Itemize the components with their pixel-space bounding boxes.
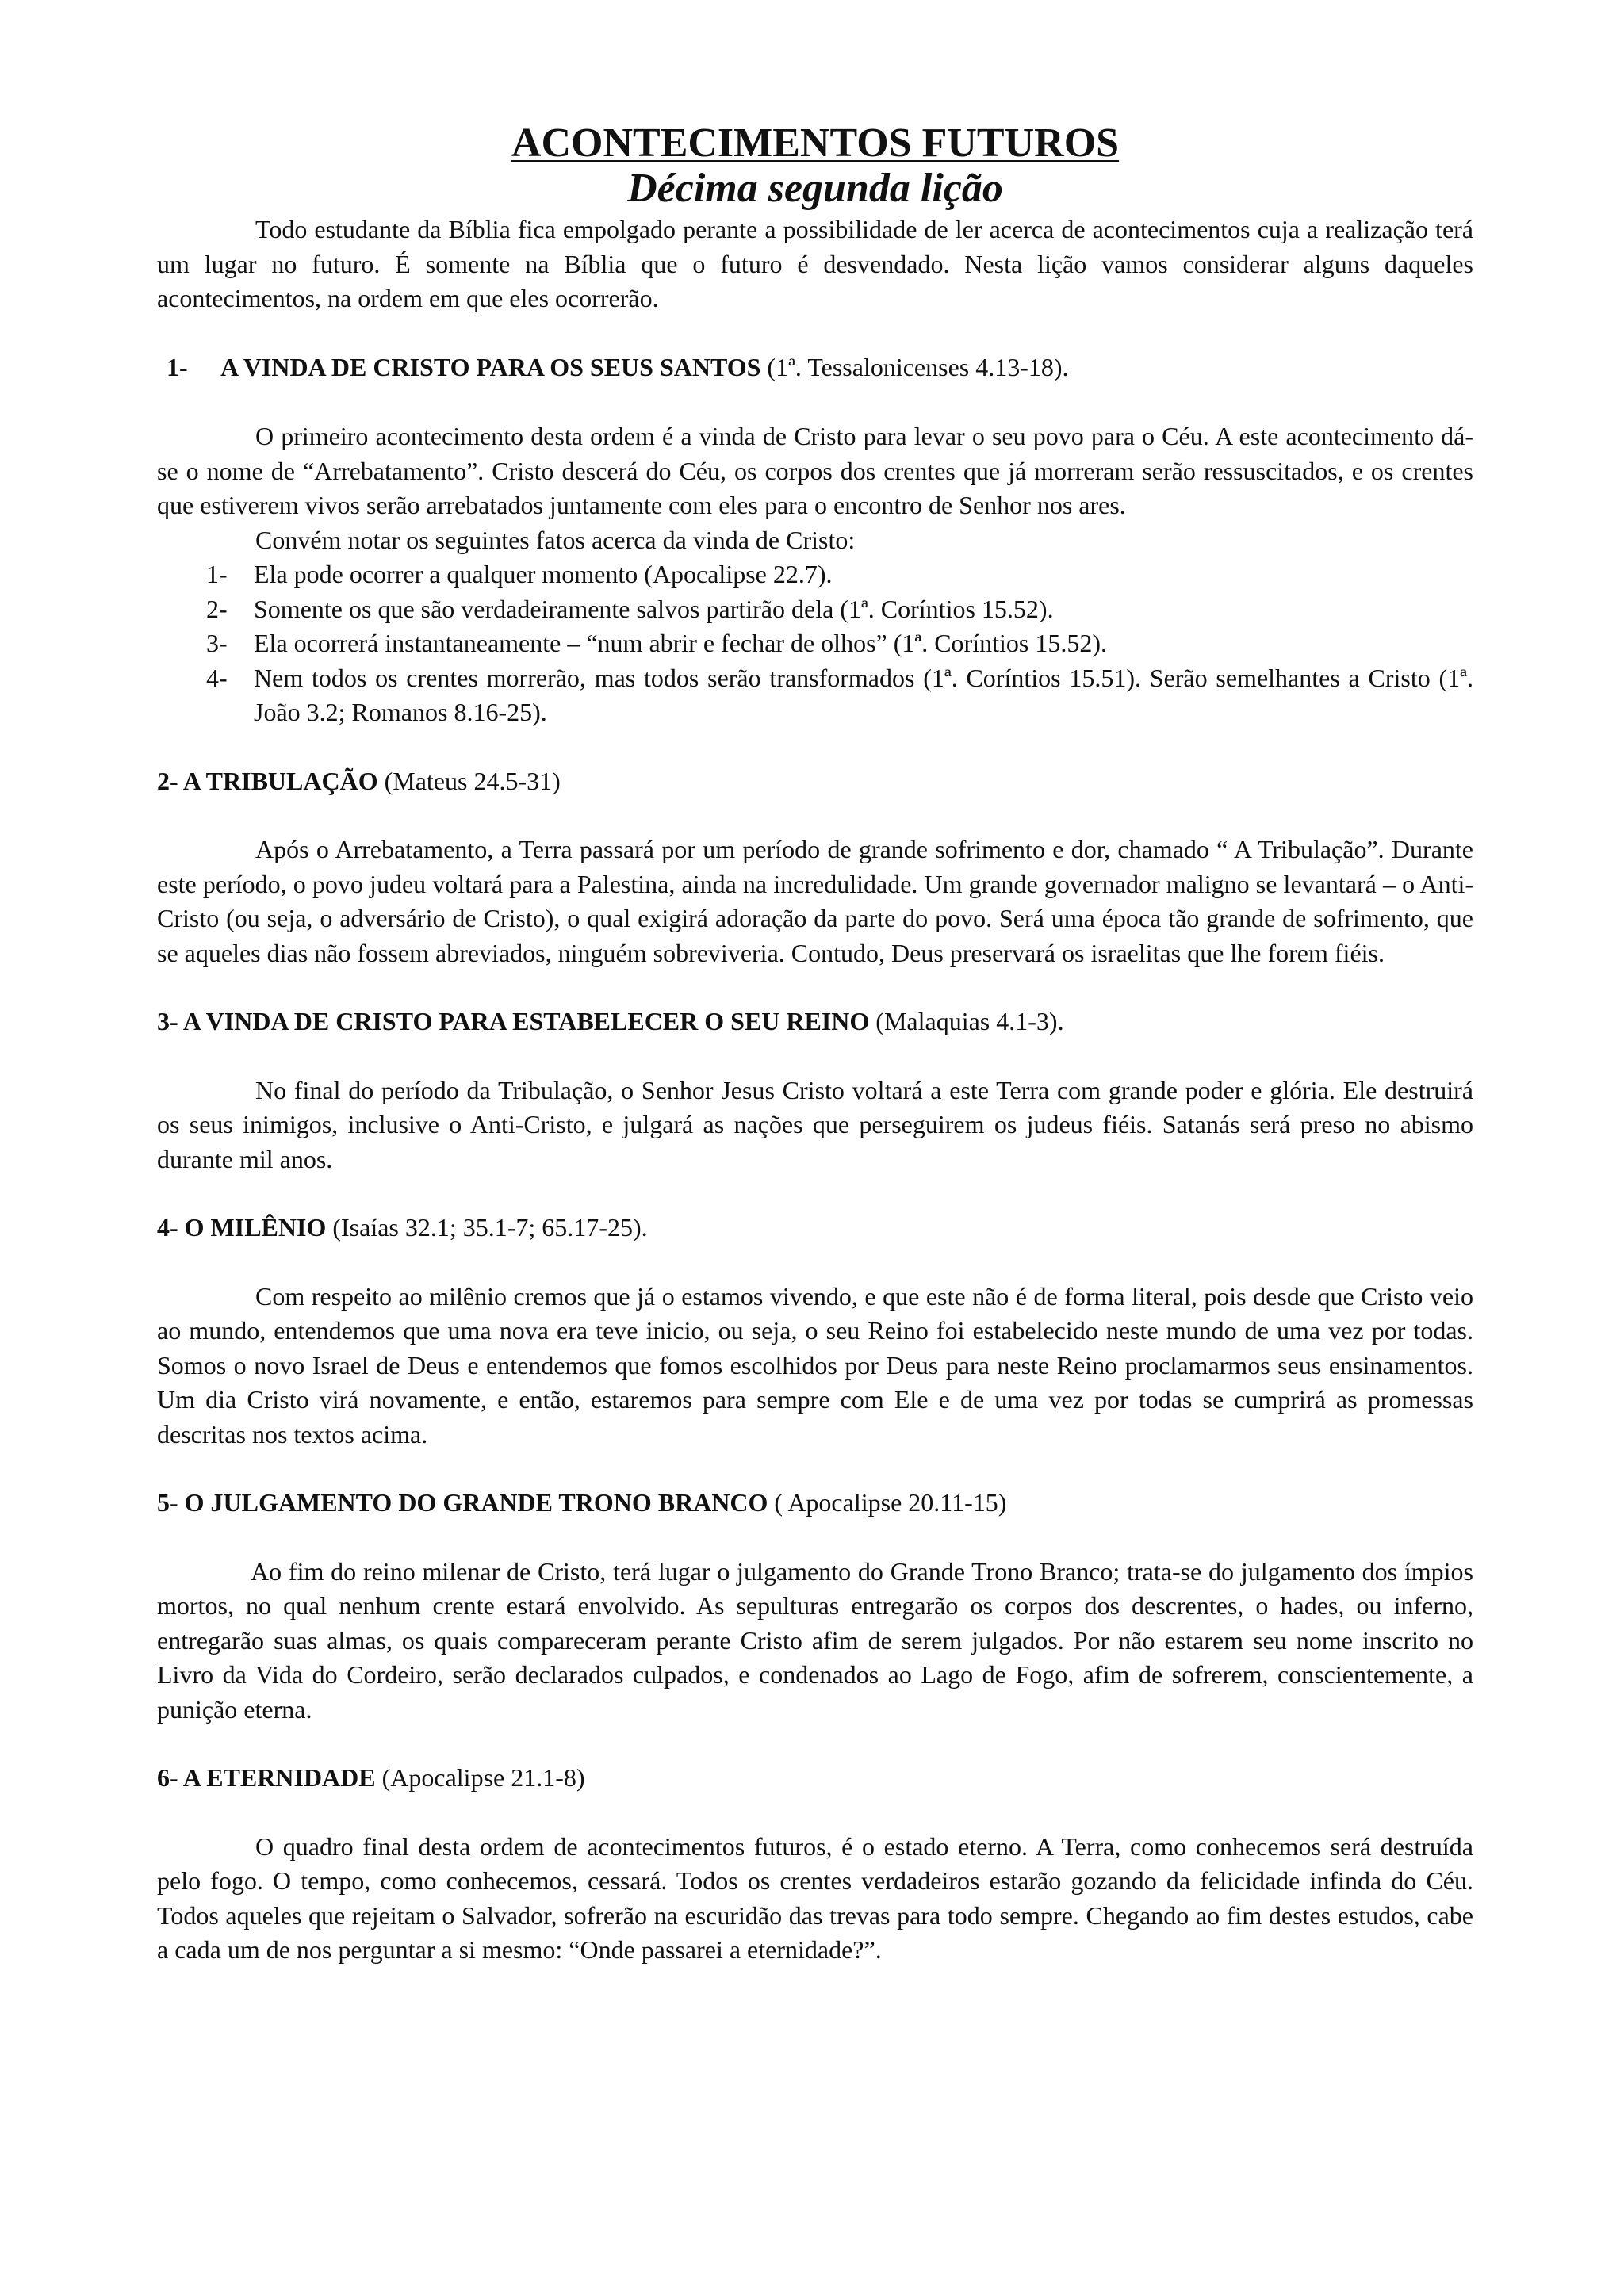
- section-1-heading: [157, 350, 1473, 385]
- section-4-heading: [157, 1211, 1473, 1246]
- section-6-reference: (Apocalipse 21.1-8): [375, 1763, 585, 1792]
- section-2-paragraph: Após o Arrebatamento, a Terra passará por um período de grande sofrimento e dor, chamado “ A Tribulação”. Durante este período, o povo judeu voltará para a Palestina, ainda na incredulidade. Um grande governador maligno se levantará – o Anti- Cristo (ou seja, o adversário de Cristo), o qual exigirá adoração da parte do povo. Será uma época tão grande de sofrimento, que se aqueles dias não fossem abreviados, ninguém sobreviveria. Contudo, Deus preservará os israelitas que lhe forem fiéis.: [157, 835, 1473, 967]
- section-5-title: 5- O JULGAMENTO DO GRANDE TRONO BRANCO: [157, 1488, 768, 1517]
- section-1-paragraph: O primeiro acontecimento desta ordem é a vinda de Cristo para levar o seu povo para o Céu. A este acontecimento dá-se o nome de “Arrebatamento”. Cristo descerá do Céu, os corpos dos crentes que já morreram serão ressuscitados, e os crentes que estiverem vivos serão arrebatados juntamente com eles para o encontro de Senhor nos ares.: [157, 422, 1473, 519]
- page-title: ACONTECIMENTOS FUTUROS: [511, 121, 1120, 166]
- fact-number: 4-: [206, 663, 228, 692]
- section-4-paragraph: Com respeito ao milênio cremos que já o estamos vivendo, e que este não é de forma literal, pois desde que Cristo veio ao mundo, entendemos que uma nova era teve inicio, ou seja, o seu Reino foi estabelecido neste mundo de uma vez por todas. Somos o novo Israel de Deus e entendemos que fomos escolhidos por Deus para neste Reino proclamarmos seus ensinamentos. Um dia Cristo virá novamente, e então, estaremos para sempre com Ele e de uma vez por todas se cumprirá as promessas descritas nos textos acima.: [157, 1281, 1473, 1448]
- fact-number: 2-: [206, 594, 228, 623]
- section-3-paragraph: No final do período da Tribulação, o Senhor Jesus Cristo voltará a este Terra com grande poder e glória. Ele destruirá os seus inimigos, inclusive o Anti-Cristo, e julgará as nações que perseguirem os judeus fiéis. Satanás será preso no abismo durante mil anos.: [157, 1075, 1473, 1173]
- fact-text: Ela pode ocorrer a qualquer momento (Apocalipse 22.7).: [254, 560, 833, 588]
- section-5-reference: ( Apocalipse 20.11-15): [768, 1488, 1007, 1517]
- section-1-reference: (1ª. Tessalonicenses 4.13-18).: [760, 352, 1069, 381]
- fact-item: [157, 592, 1473, 627]
- section-6-heading: [157, 1761, 1473, 1796]
- section-2-heading: [157, 764, 1473, 799]
- section-2-title: 2- A TRIBULAÇÃO: [157, 766, 378, 795]
- fact-text: Nem todos os crentes morrerão, mas todos serão transformados (1ª. Coríntios 15.51). Serão semelhantes a Cristo (1ª. João 3.2; Romanos 8.16-25).: [254, 663, 1473, 726]
- fact-text: Somente os que são verdadeiramente salvos partirão dela (1ª. Coríntios 15.52).: [254, 594, 1054, 623]
- section-6-title: 6- A ETERNIDADE: [157, 1763, 376, 1792]
- intro-paragraph: Todo estudante da Bíblia fica empolgado perante a possibilidade de ler acerca de acontecimentos cuja a realização terá um lugar no futuro. É somente na Bíblia que o futuro é desvendado. Nesta lição vamos considerar alguns daqueles acontecimentos, na ordem em que eles ocorrerão.: [157, 215, 1473, 312]
- section-1-number: 1-: [167, 352, 188, 381]
- fact-item: [157, 661, 1473, 730]
- fact-number: 3-: [206, 629, 228, 657]
- section-2-reference: (Mateus 24.5-31): [377, 766, 561, 795]
- fact-number: 1-: [206, 560, 228, 588]
- section-5-paragraph: Ao fim do reino milenar de Cristo, terá lugar o julgamento do Grande Trono Branco; trata-se do julgamento dos ímpios mortos, no qual nenhum crente estará envolvido. As sepulturas entregarão os corpos dos descrentes, o hades, ou inferno, entregarão suas almas, os quais compareceram perante Cristo afim de serem julgados. Por não estarem seu nome inscrito no Livro da Vida do Cordeiro, serão declarados culpados, e condenados ao Lago de Fogo, afim de sofrerem, conscientemente, a punição eterna.: [157, 1556, 1473, 1724]
- section-3-reference: (Malaquias 4.1-3).: [869, 1007, 1064, 1035]
- section-5-heading: [157, 1486, 1473, 1521]
- section-6-paragraph: O quadro final desta ordem de acontecimentos futuros, é o estado eterno. A Terra, como conhecemos será destruída pelo fogo. O tempo, como conhecemos, cessará. Todos os crentes verdadeiros estarão gozando da felicidade infinda do Céu. Todos aqueles que rejeitam o Salvador, sofrerão na escuridão das trevas para todo sempre. Chegando ao fim destes estudos, cabe a cada um de nos perguntar a si mesmo: “Onde passarei a eternidade?”.: [157, 1831, 1473, 1964]
- fact-item: [157, 557, 1473, 592]
- section-4-title: 4- O MILÊNIO: [157, 1213, 327, 1242]
- section-4-reference: (Isaías 32.1; 35.1-7; 65.17-25).: [326, 1213, 648, 1242]
- fact-text: Ela ocorrerá instantaneamente – “num abrir e fechar de olhos” (1ª. Coríntios 15.52).: [254, 629, 1107, 657]
- fact-item: [157, 626, 1473, 661]
- section-1-facts-intro: Convém notar os seguintes fatos acerca da vinda de Cristo:: [255, 525, 856, 554]
- section-1-title: A VINDA DE CRISTO PARA OS SEUS SANTOS: [220, 352, 761, 381]
- section-3-heading: [157, 1004, 1473, 1039]
- section-3-title: 3- A VINDA DE CRISTO PARA ESTABELECER O SEU REINO: [157, 1007, 870, 1035]
- section-1-facts-list: [157, 557, 1473, 730]
- page-subtitle: Décima segunda lição: [627, 166, 1003, 211]
